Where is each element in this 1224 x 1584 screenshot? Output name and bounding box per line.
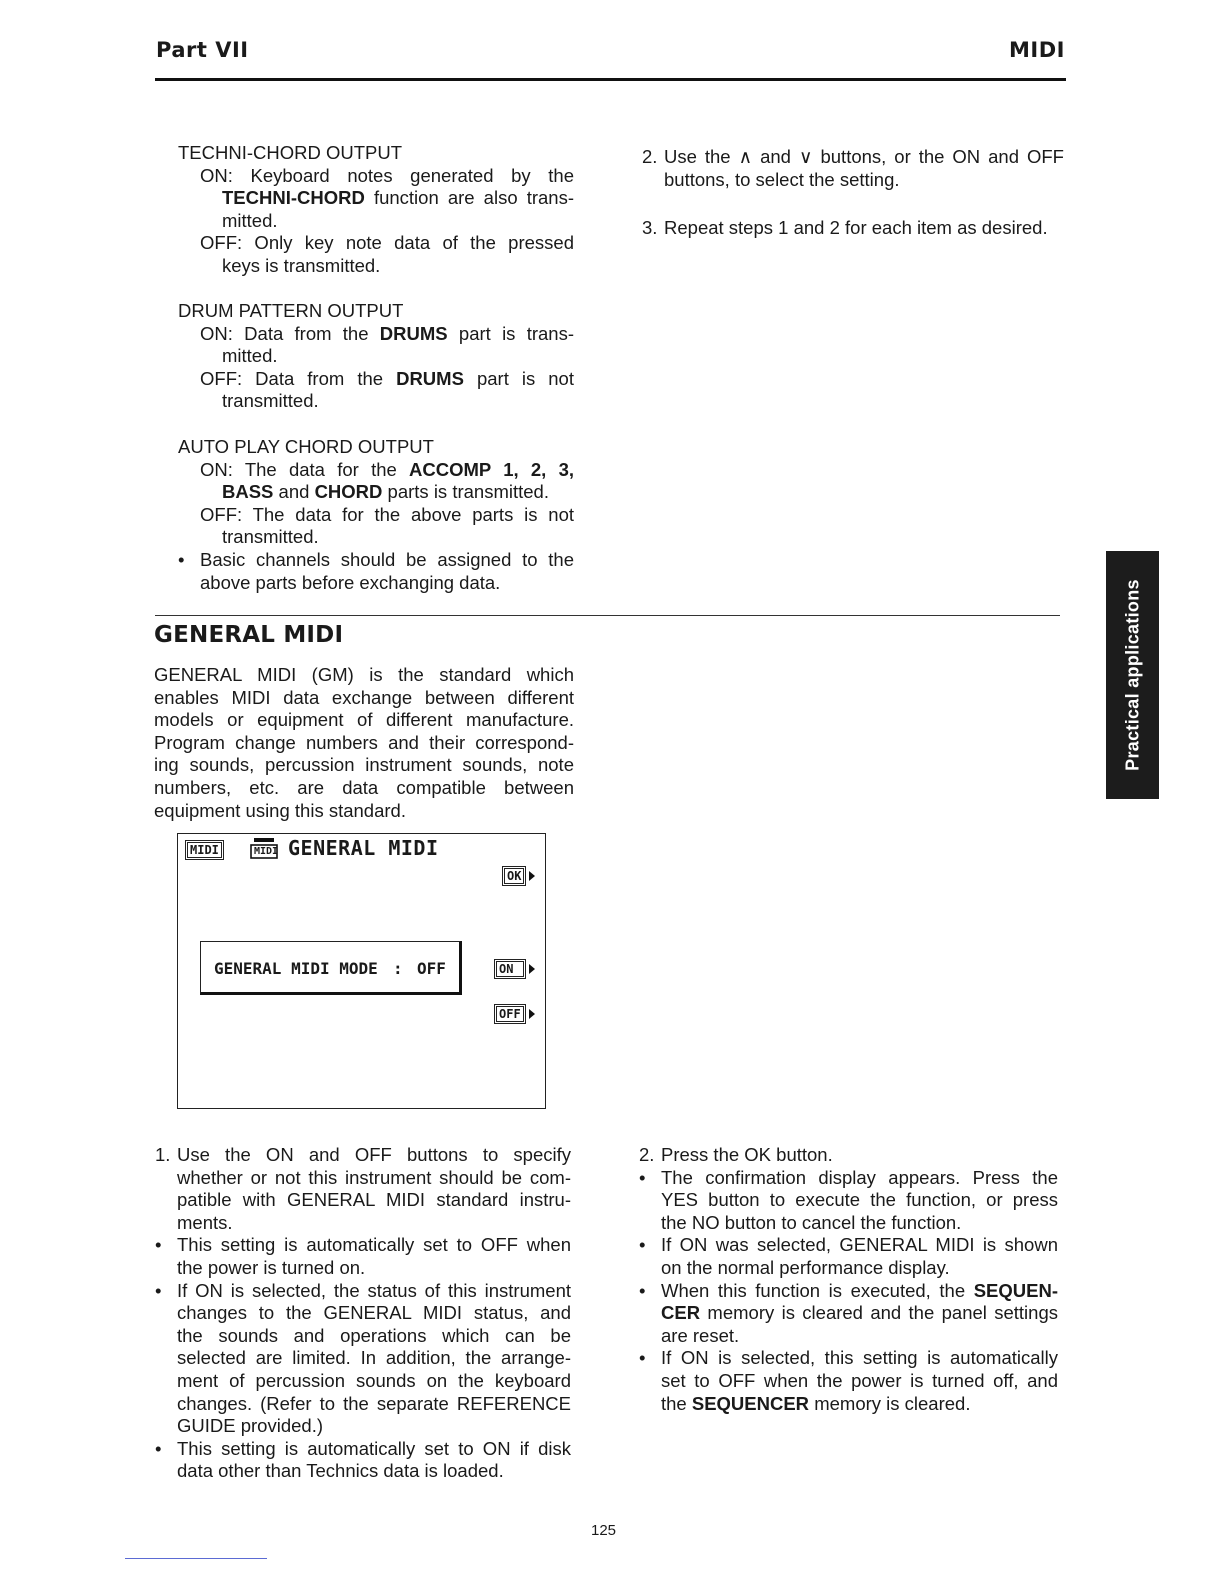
auto-on-line-1 — [200, 459, 574, 482]
midi-menu-icon — [250, 838, 278, 860]
left-bullet-1 — [155, 1234, 571, 1279]
techni-chord-block — [178, 142, 574, 278]
lcd-on-button[interactable] — [494, 959, 535, 979]
lcd-mode-label: GENERAL MIDI MODE — [214, 959, 378, 978]
auto-on-bold: ACCOMP 1, 2, 3, — [409, 458, 574, 480]
right-bullet-1 — [639, 1167, 1058, 1235]
play-arrow-icon — [529, 964, 535, 974]
general-midi-intro-line-2: enables MIDI data exchange between different — [154, 686, 574, 708]
left-bullet-3-line-1: • This setting is automatically set to ON if disk — [177, 1437, 571, 1459]
lcd-off-button[interactable] — [494, 1004, 535, 1024]
step-1-text — [177, 1144, 571, 1234]
sequencer-bold-b: CER — [661, 1302, 701, 1324]
lcd-ok-button[interactable] — [502, 866, 535, 886]
step-1-line-3: patible with GENERAL MIDI standard instru- — [177, 1189, 571, 1211]
auto-off-line-1: OFF: The data for the above parts is not — [200, 503, 574, 525]
right-bullet-4 — [639, 1347, 1058, 1415]
header-part-label: Part VII — [156, 38, 249, 62]
lcd-midi-corner-tag — [185, 840, 224, 860]
side-tab-label: Practical applications — [1122, 579, 1142, 771]
right-bullet-3-line-2 — [661, 1302, 1058, 1325]
auto-off-line-2: transmitted. — [222, 526, 319, 548]
lcd-ok-label: OK — [504, 868, 524, 884]
general-midi-intro — [154, 664, 574, 822]
right-bullet-4-text: the — [661, 1392, 692, 1414]
step-1 — [155, 1144, 571, 1234]
left-bullet-2-line-3: the sounds and operations which can be — [177, 1324, 571, 1346]
footer-line — [125, 1558, 267, 1559]
techni-on-line-2 — [222, 187, 574, 210]
auto-on-rest: parts is transmitted. — [382, 481, 549, 503]
general-midi-intro-line-3: models or equipment of different manufacture. — [154, 709, 574, 731]
right-bullet-4-line-2: set to OFF when the power is turned off, and — [661, 1369, 1058, 1391]
general-midi-intro-line-1: GENERAL MIDI (GM) is the standard which — [154, 664, 574, 685]
right-bullet-2 — [639, 1234, 1058, 1279]
techni-off-line-1: OFF: Only key note data of the pressed — [200, 232, 574, 254]
drum-on-line-1 — [200, 323, 574, 346]
techni-on-line-2-rest: function are also trans- — [364, 187, 574, 209]
sequencer-bold-c: SEQUENCER — [691, 1392, 810, 1414]
auto-chord-bold: CHORD — [314, 481, 383, 503]
step-3-top — [642, 217, 1064, 240]
left-bullet-3-line-2: data other than Technics data is loaded. — [177, 1460, 504, 1482]
techni-chord-bold: TECHNI-CHORD — [222, 187, 365, 209]
header-rule — [155, 78, 1066, 81]
step-2-top-line-2: buttons, to select the setting. — [664, 168, 900, 190]
right-bullet-3-line-3: are reset. — [661, 1324, 740, 1346]
step-1-line-2: whether or not this instrument should be com- — [177, 1166, 571, 1188]
auto-bullet-line-2: above parts before exchanging data. — [200, 571, 501, 593]
step-1-line-1: Use the ON and OFF buttons to specify — [177, 1144, 571, 1165]
lcd-off-label: OFF — [496, 1006, 524, 1022]
auto-on-line-2 — [222, 481, 574, 504]
header-section-label: MIDI — [1009, 38, 1065, 62]
right-bullet-3 — [639, 1280, 1058, 1348]
step-3-top-line-1: Repeat steps 1 and 2 for each item as desired. — [664, 217, 1048, 239]
lcd-display-illustration — [177, 833, 546, 1109]
lcd-title: GENERAL MIDI — [288, 836, 439, 860]
left-bullet-2 — [155, 1280, 571, 1438]
drum-off-line-1 — [200, 368, 574, 391]
step-2-bottom-text: Press the OK button. — [661, 1144, 833, 1165]
right-bullet-4-lines — [661, 1347, 1058, 1392]
auto-play-block — [178, 436, 574, 594]
techni-off-line-2: keys is transmitted. — [222, 254, 381, 276]
drum-off-rest: part is not — [463, 367, 574, 389]
play-arrow-icon — [529, 871, 535, 881]
right-bullet-3-text: When this function is executed, the — [661, 1279, 974, 1301]
auto-on-text: ON: The data for the — [200, 458, 410, 480]
left-bullet-3 — [155, 1438, 571, 1483]
left-bullet-2-line-2: changes to the GENERAL MIDI status, and — [177, 1302, 571, 1324]
step-2-top — [642, 146, 1064, 191]
right-bullet-3-rest: memory is cleared and the panel settings — [700, 1302, 1058, 1324]
auto-play-title: AUTO PLAY CHORD OUTPUT — [178, 436, 434, 457]
lcd-on-label: ON — [496, 961, 524, 977]
step-2-top-number: 2. — [642, 146, 658, 167]
drum-on-line-2: mitted. — [222, 345, 278, 367]
step-3-top-number: 3. — [642, 217, 658, 239]
step-1-line-4: ments. — [177, 1211, 233, 1233]
page-number: 125 — [591, 1522, 617, 1539]
step-2-bottom-number: 2. — [639, 1144, 655, 1165]
lcd-mode-box — [200, 941, 462, 995]
right-top-steps — [642, 146, 1064, 240]
right-bullet-2-line-1: • If ON was selected, GENERAL MIDI is shown — [661, 1234, 1058, 1256]
drum-off-bold: DRUMS — [396, 367, 464, 389]
practical-applications-tab — [1106, 551, 1159, 799]
right-bullet-2-line-2: on the normal performance display. — [661, 1256, 950, 1278]
drum-on-text: ON: Data from the — [200, 322, 380, 344]
left-bullet-2-line-6: changes. (Refer to the separate REFERENCE — [177, 1392, 571, 1414]
play-arrow-icon — [529, 1009, 535, 1019]
general-midi-intro-line-6: numbers, etc. are data compatible between — [154, 776, 574, 798]
techni-on-line-1: ON: Keyboard notes generated by the — [200, 164, 574, 186]
right-bullet-1-line-1: • The confirmation display appears. Press the — [661, 1166, 1058, 1188]
auto-bass-bold: BASS — [222, 481, 274, 503]
drum-on-rest: part is trans- — [447, 322, 574, 344]
auto-bullet-line-1: • Basic channels should be assigned to the — [200, 548, 574, 570]
right-bullet-4-line-1: • If ON is selected, this setting is automatically — [661, 1347, 1058, 1369]
techni-chord-title: TECHNI-CHORD OUTPUT — [178, 142, 403, 163]
drum-on-bold: DRUMS — [379, 322, 448, 344]
right-bottom-instructions — [639, 1144, 1058, 1415]
left-bullet-1-line-1: • This setting is automatically set to OFF when — [177, 1234, 571, 1256]
left-bullet-1-line-2: the power is turned on. — [177, 1256, 366, 1278]
lcd-mode-value: OFF — [417, 959, 446, 978]
lcd-midi-menu-text: MIDI — [254, 846, 279, 857]
lcd-mode-separator: : — [393, 959, 403, 978]
step-2-top-line-1: Use the ∧ and ∨ buttons, or the ON and OFF — [664, 146, 1064, 167]
left-bottom-instructions — [155, 1144, 571, 1483]
right-bullet-4-rest: memory is cleared. — [809, 1392, 971, 1414]
right-bullet-1-line-3: the NO button to cancel the function. — [661, 1211, 962, 1233]
general-midi-heading: GENERAL MIDI — [154, 622, 344, 648]
lcd-midi-corner-text: MIDI — [187, 842, 222, 858]
drum-off-line-2: transmitted. — [222, 390, 319, 412]
right-bullet-4-last-line — [661, 1393, 1058, 1416]
drum-off-text: OFF: Data from the — [200, 367, 397, 389]
right-bullet-3-line-1 — [661, 1280, 1058, 1303]
left-bullet-2-line-5: ment of percussion sounds on the keyboard — [177, 1369, 571, 1391]
general-midi-intro-line-7: equipment using this standard. — [154, 799, 406, 821]
left-bullet-2-line-1: • If ON is selected, the status of this instrument — [177, 1279, 571, 1301]
section-divider — [155, 615, 1060, 616]
step-2-bottom — [639, 1144, 1058, 1167]
drum-pattern-title: DRUM PATTERN OUTPUT — [178, 300, 404, 321]
left-bullet-2-line-4: selected are limited. In addition, the arrange- — [177, 1347, 571, 1369]
drum-pattern-block — [178, 300, 574, 413]
auto-bullet — [178, 549, 574, 594]
auto-and-text: and — [273, 481, 315, 503]
left-bullet-2-line-7: GUIDE provided.) — [177, 1415, 323, 1437]
right-bullet-1-line-2: YES button to execute the function, or press — [661, 1189, 1058, 1211]
general-midi-intro-line-5: ing sounds, percussion instrument sounds, note — [154, 754, 574, 776]
step-1-number: 1. — [155, 1144, 171, 1165]
sequencer-bold-a: SEQUEN- — [973, 1279, 1058, 1301]
general-midi-intro-line-4: Program change numbers and their correspond- — [154, 731, 574, 753]
techni-on-line-3: mitted. — [222, 209, 278, 231]
